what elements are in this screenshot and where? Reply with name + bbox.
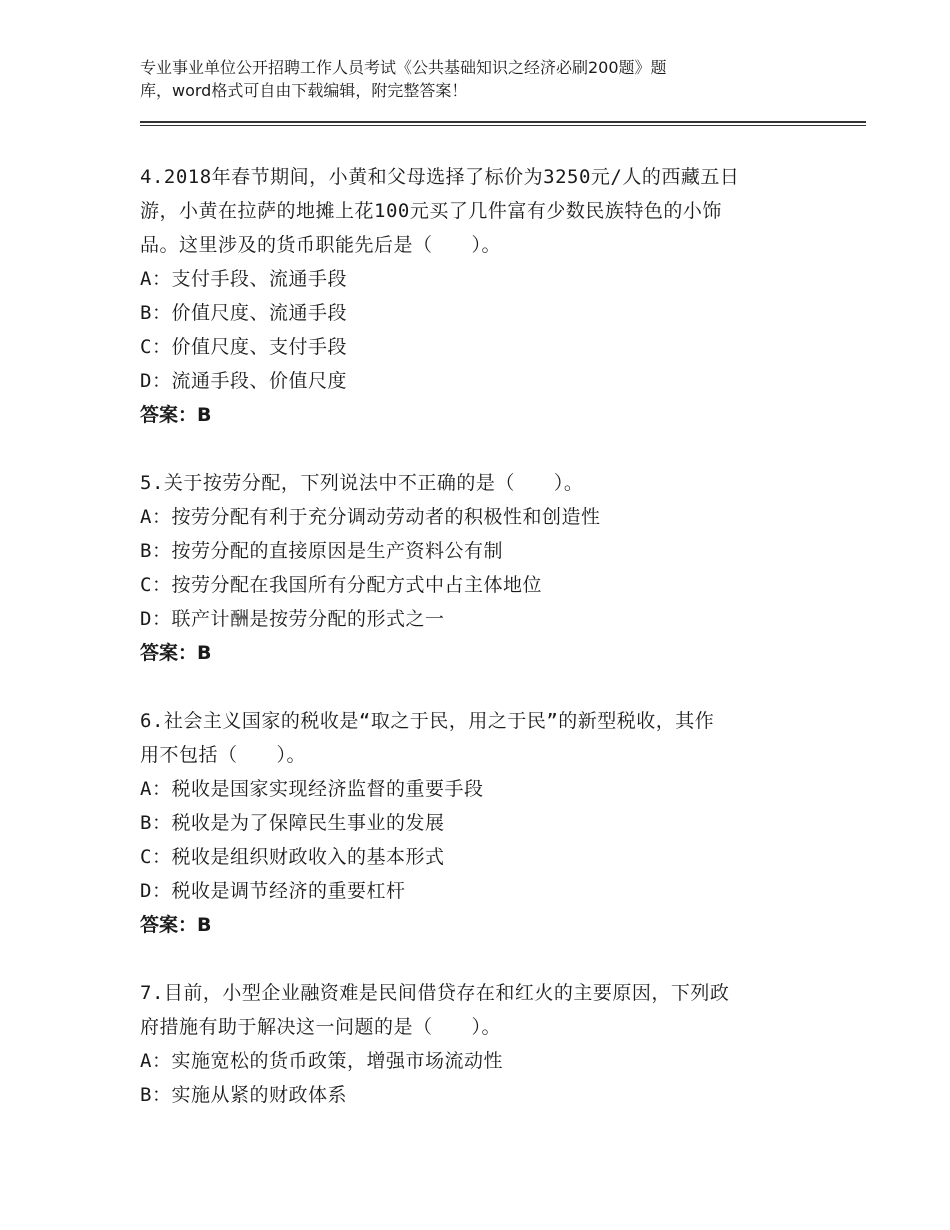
header-divider-thick (140, 121, 866, 123)
question-stem (140, 704, 800, 772)
question-5 (140, 466, 800, 670)
question-list (140, 160, 800, 1112)
question-stem (140, 976, 800, 1044)
document-header (140, 56, 780, 102)
question-stem (140, 160, 800, 262)
header-divider-thin (140, 125, 866, 126)
option-b: B：价值尺度、流通手段 (140, 302, 347, 324)
question-stem-line: 用不包括（ ）。 (140, 744, 307, 766)
question-stem-line: 5.关于按劳分配，下列说法中不正确的是（ ）。 (140, 472, 584, 494)
answer-label: 答案：B (140, 404, 212, 426)
question-stem-line: 品。这里涉及的货币职能先后是（ ）。 (140, 234, 502, 256)
option-d: D：联产计酬是按劳分配的形式之一 (140, 608, 445, 630)
question-stem-line: 4.2018年春节期间，小黄和父母选择了标价为3250元/人的西藏五日 (140, 166, 740, 188)
option-d: D：流通手段、价值尺度 (140, 370, 347, 392)
header-line-1: 专业事业单位公开招聘工作人员考试《公共基础知识之经济必刷200题》题 (140, 58, 667, 77)
question-4 (140, 160, 800, 432)
header-line-2: 库，word格式可自由下载编辑，附完整答案！ (140, 81, 468, 100)
option-b: B：实施从紧的财政体系 (140, 1084, 347, 1106)
option-a: A：实施宽松的货币政策，增强市场流动性 (140, 1050, 503, 1072)
option-c: C：税收是组织财政收入的基本形式 (140, 846, 445, 868)
question-stem-line: 6.社会主义国家的税收是“取之于民，用之于民”的新型税收，其作 (140, 710, 715, 732)
option-b: B：按劳分配的直接原因是生产资料公有制 (140, 540, 503, 562)
option-d: D：税收是调节经济的重要杠杆 (140, 880, 406, 902)
question-6 (140, 704, 800, 942)
option-a: A：税收是国家实现经济监督的重要手段 (140, 778, 484, 800)
question-stem-line: 府措施有助于解决这一问题的是（ ）。 (140, 1016, 502, 1038)
option-c: C：价值尺度、支付手段 (140, 336, 347, 358)
question-stem-line: 游，小黄在拉萨的地摊上花100元买了几件富有少数民族特色的小饰 (140, 200, 722, 222)
option-b: B：税收是为了保障民生事业的发展 (140, 812, 445, 834)
option-a: A：支付手段、流通手段 (140, 268, 347, 290)
question-stem (140, 466, 800, 500)
option-a: A：按劳分配有利于充分调动劳动者的积极性和创造性 (140, 506, 601, 528)
answer-label: 答案：B (140, 914, 212, 936)
question-stem-line: 7.目前，小型企业融资难是民间借贷存在和红火的主要原因，下列政 (140, 982, 730, 1004)
answer-label: 答案：B (140, 642, 212, 664)
question-7 (140, 976, 800, 1112)
option-c: C：按劳分配在我国所有分配方式中占主体地位 (140, 574, 542, 596)
